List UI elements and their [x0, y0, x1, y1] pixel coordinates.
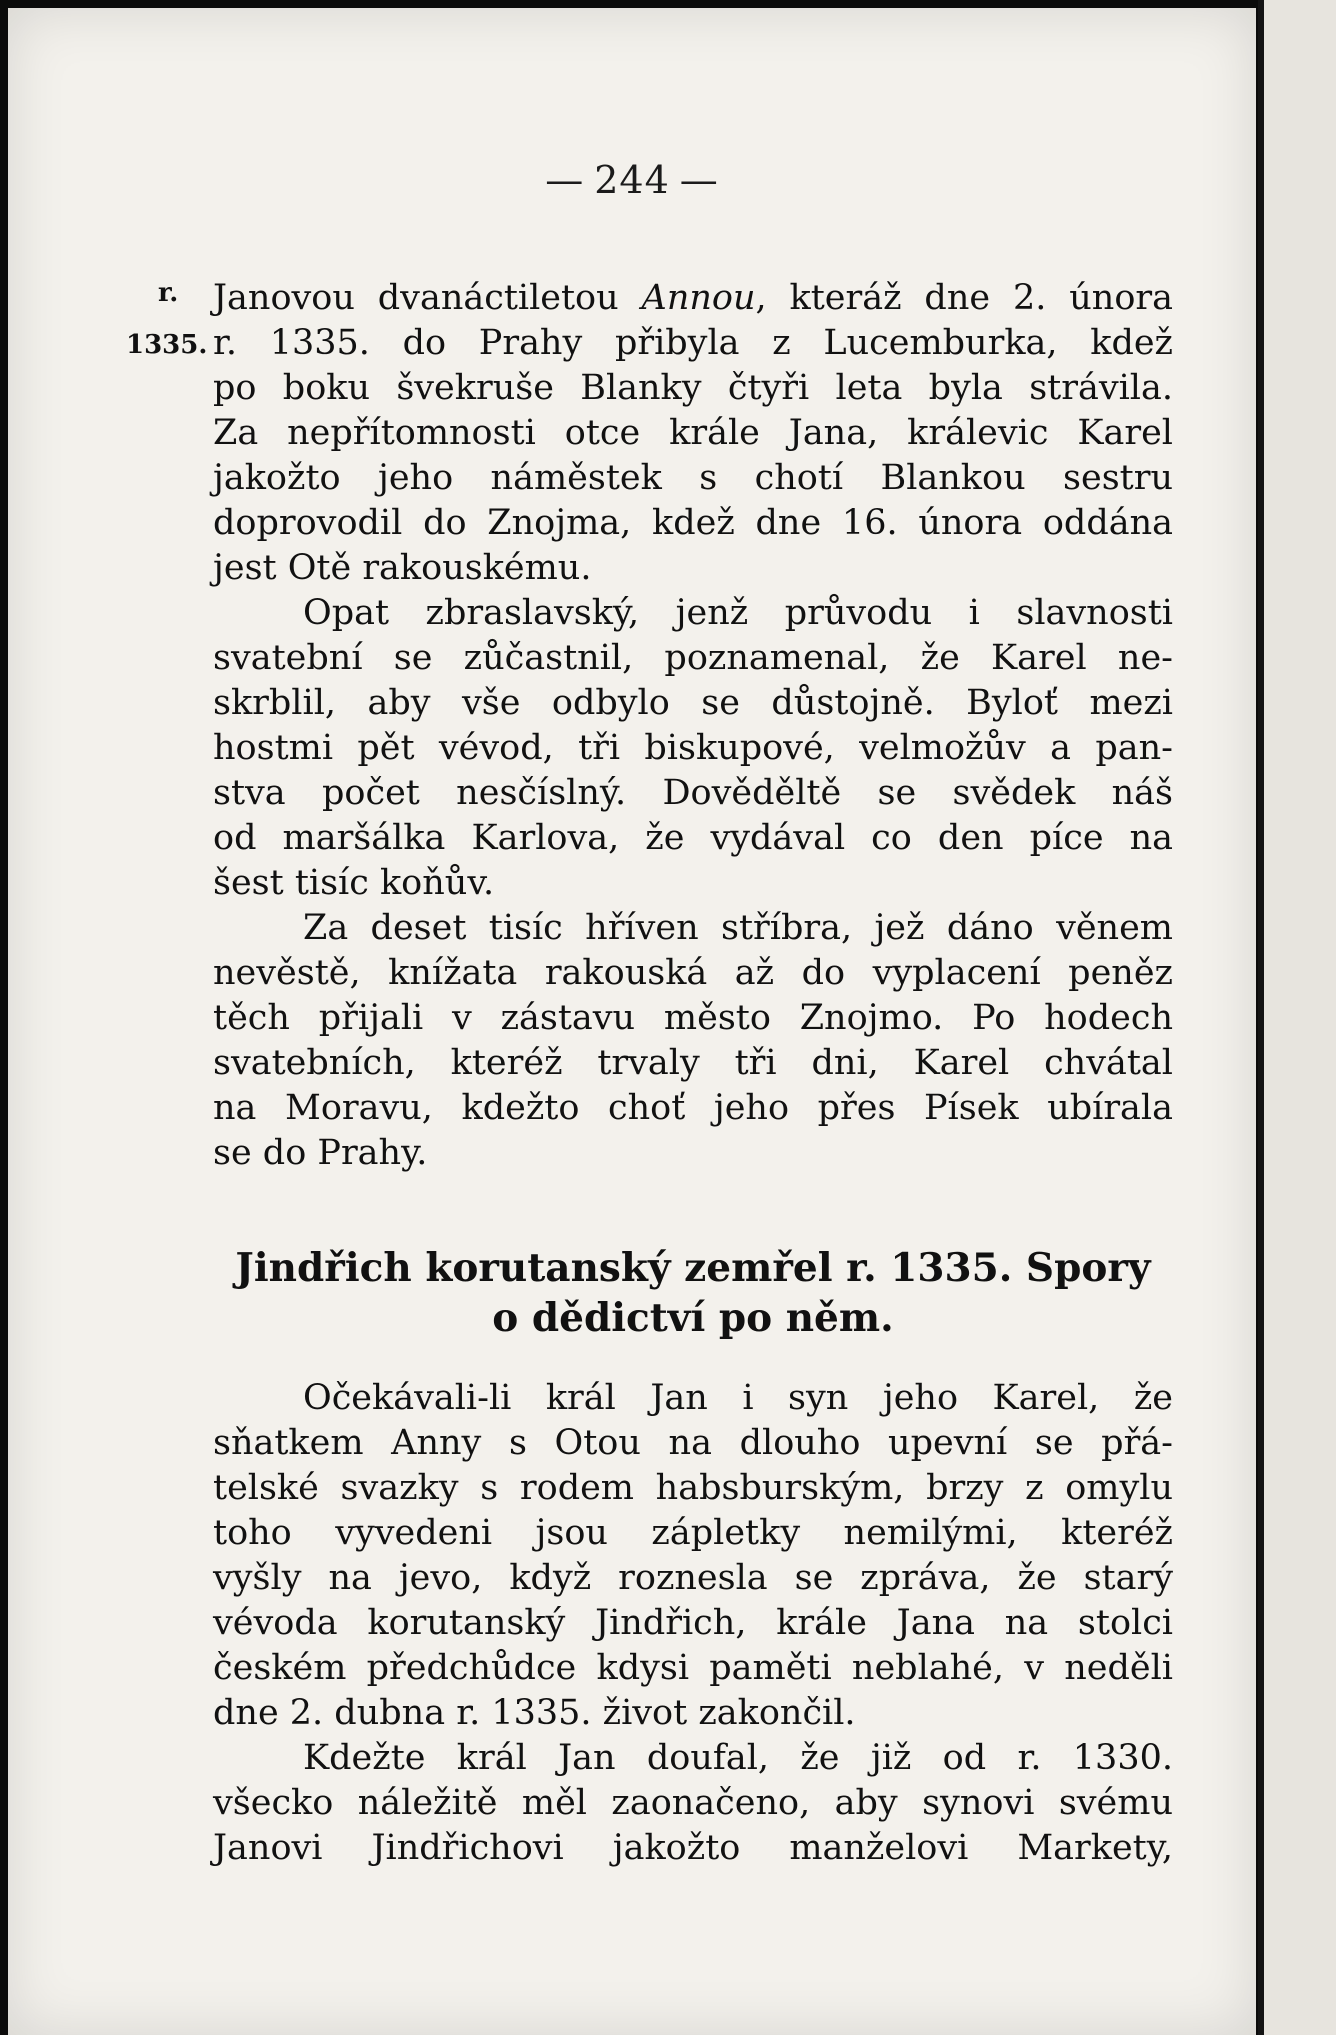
paragraph-3 — [213, 906, 1173, 1176]
margin-note-year: 1335. — [126, 330, 208, 360]
page-number — [8, 158, 1256, 202]
p1-italic-name: Annou — [641, 278, 756, 318]
paragraph-5 — [213, 1736, 1173, 1871]
p5-line-2: všecko náležitě měl zaonačeno, aby synovi svému — [213, 1783, 1173, 1823]
heading-line-1: Jindřich korutanský zemřel r. 1335. Spory — [235, 1245, 1151, 1291]
p4-line-6: vévoda korutanský Jindřich, krále Jana na stolci — [213, 1603, 1173, 1643]
p4-line-2: sňatkem Anny s Otou na dlouho upevní se přá- — [213, 1423, 1173, 1463]
p1-line-5: jakožto jeho náměstek s chotí Blankou sestru — [213, 458, 1173, 498]
p2-line-6: od maršálka Karlova, že vydával co den píce na — [213, 818, 1173, 858]
page-number-value: 244 — [594, 158, 670, 202]
p3-line-6: se do Prahy. — [213, 1133, 428, 1173]
heading-line-2: o dědictví po něm. — [492, 1295, 894, 1341]
p3-line-2: nevěstě, knížata rakouská až do vyplacení peněz — [213, 953, 1173, 993]
p4-line-8: dne 2. dubna r. 1335. život zakončil. — [213, 1693, 856, 1733]
p2-line-2: svatební se zůčastnil, poznamenal, že Karel ne- — [213, 638, 1173, 678]
p5-line-3: Janovi Jindřichovi jakožto manželovi Markety, — [213, 1828, 1173, 1868]
p1-line-1: Janovou dvanáctiletou Annou, kteráž dne 2. února — [213, 278, 1173, 318]
page-number-dash-right: — — [679, 158, 719, 202]
p3-line-4: svatebních, kteréž trvaly tři dni, Karel chvátal — [213, 1043, 1173, 1083]
p3-line-5: na Moravu, kdežto choť jeho přes Písek ubírala — [213, 1088, 1173, 1128]
p4-line-3: telské svazky s rodem habsburským, brzy z omylu — [213, 1468, 1173, 1508]
margin-note-year-abbr: r. — [158, 278, 179, 308]
adjacent-page-edge — [1258, 0, 1336, 2035]
p3-line-1: Za deset tisíc hříven stříbra, jež dáno věnem — [303, 908, 1173, 948]
p1-line-7: jest Otě rakouskému. — [213, 548, 592, 588]
p2-line-7: šest tisíc koňův. — [213, 863, 495, 903]
page-number-dash-left: — — [545, 158, 585, 202]
p2-line-1: Opat zbraslavský, jenž průvodu i slavnosti — [303, 593, 1173, 633]
paragraph-4 — [213, 1376, 1173, 1736]
p4-line-5: vyšly na jevo, když roznesla se zpráva, že starý — [213, 1558, 1173, 1598]
p1-line-2: r. 1335. do Prahy přibyla z Lucemburka, kdež — [213, 323, 1173, 363]
p4-line-4: toho vyvedeni jsou zápletky nemilými, kteréž — [213, 1513, 1173, 1553]
scanned-page — [8, 8, 1256, 2035]
p2-line-3: skrblil, aby vše odbylo se důstojně. Byloť mezi — [213, 683, 1173, 723]
p1-line-4: Za nepřítomnosti otce krále Jana, králevic Karel — [213, 413, 1173, 453]
p3-line-3: těch přijali v zástavu město Znojmo. Po hodech — [213, 998, 1173, 1038]
paragraph-1 — [213, 276, 1173, 591]
p2-line-4: hostmi pět vévod, tři biskupové, velmožův a pan- — [213, 728, 1173, 768]
p2-line-5: stva počet nesčíslný. Dověděltě se svědek náš — [213, 773, 1173, 813]
paragraph-2 — [213, 591, 1173, 906]
section-heading — [213, 1243, 1173, 1343]
p4-line-1: Očekávali-li král Jan i syn jeho Karel, že — [303, 1378, 1173, 1418]
p4-line-7: českém předchůdce kdysi paměti neblahé, v neděli — [213, 1648, 1173, 1688]
p1-line-6: doprovodil do Znojma, kdež dne 16. února oddána — [213, 503, 1173, 543]
p5-line-1: Kdežte král Jan doufal, že již od r. 1330. — [303, 1738, 1173, 1778]
p1-line-3: po boku švekruše Blanky čtyři leta byla strávila. — [213, 368, 1173, 408]
